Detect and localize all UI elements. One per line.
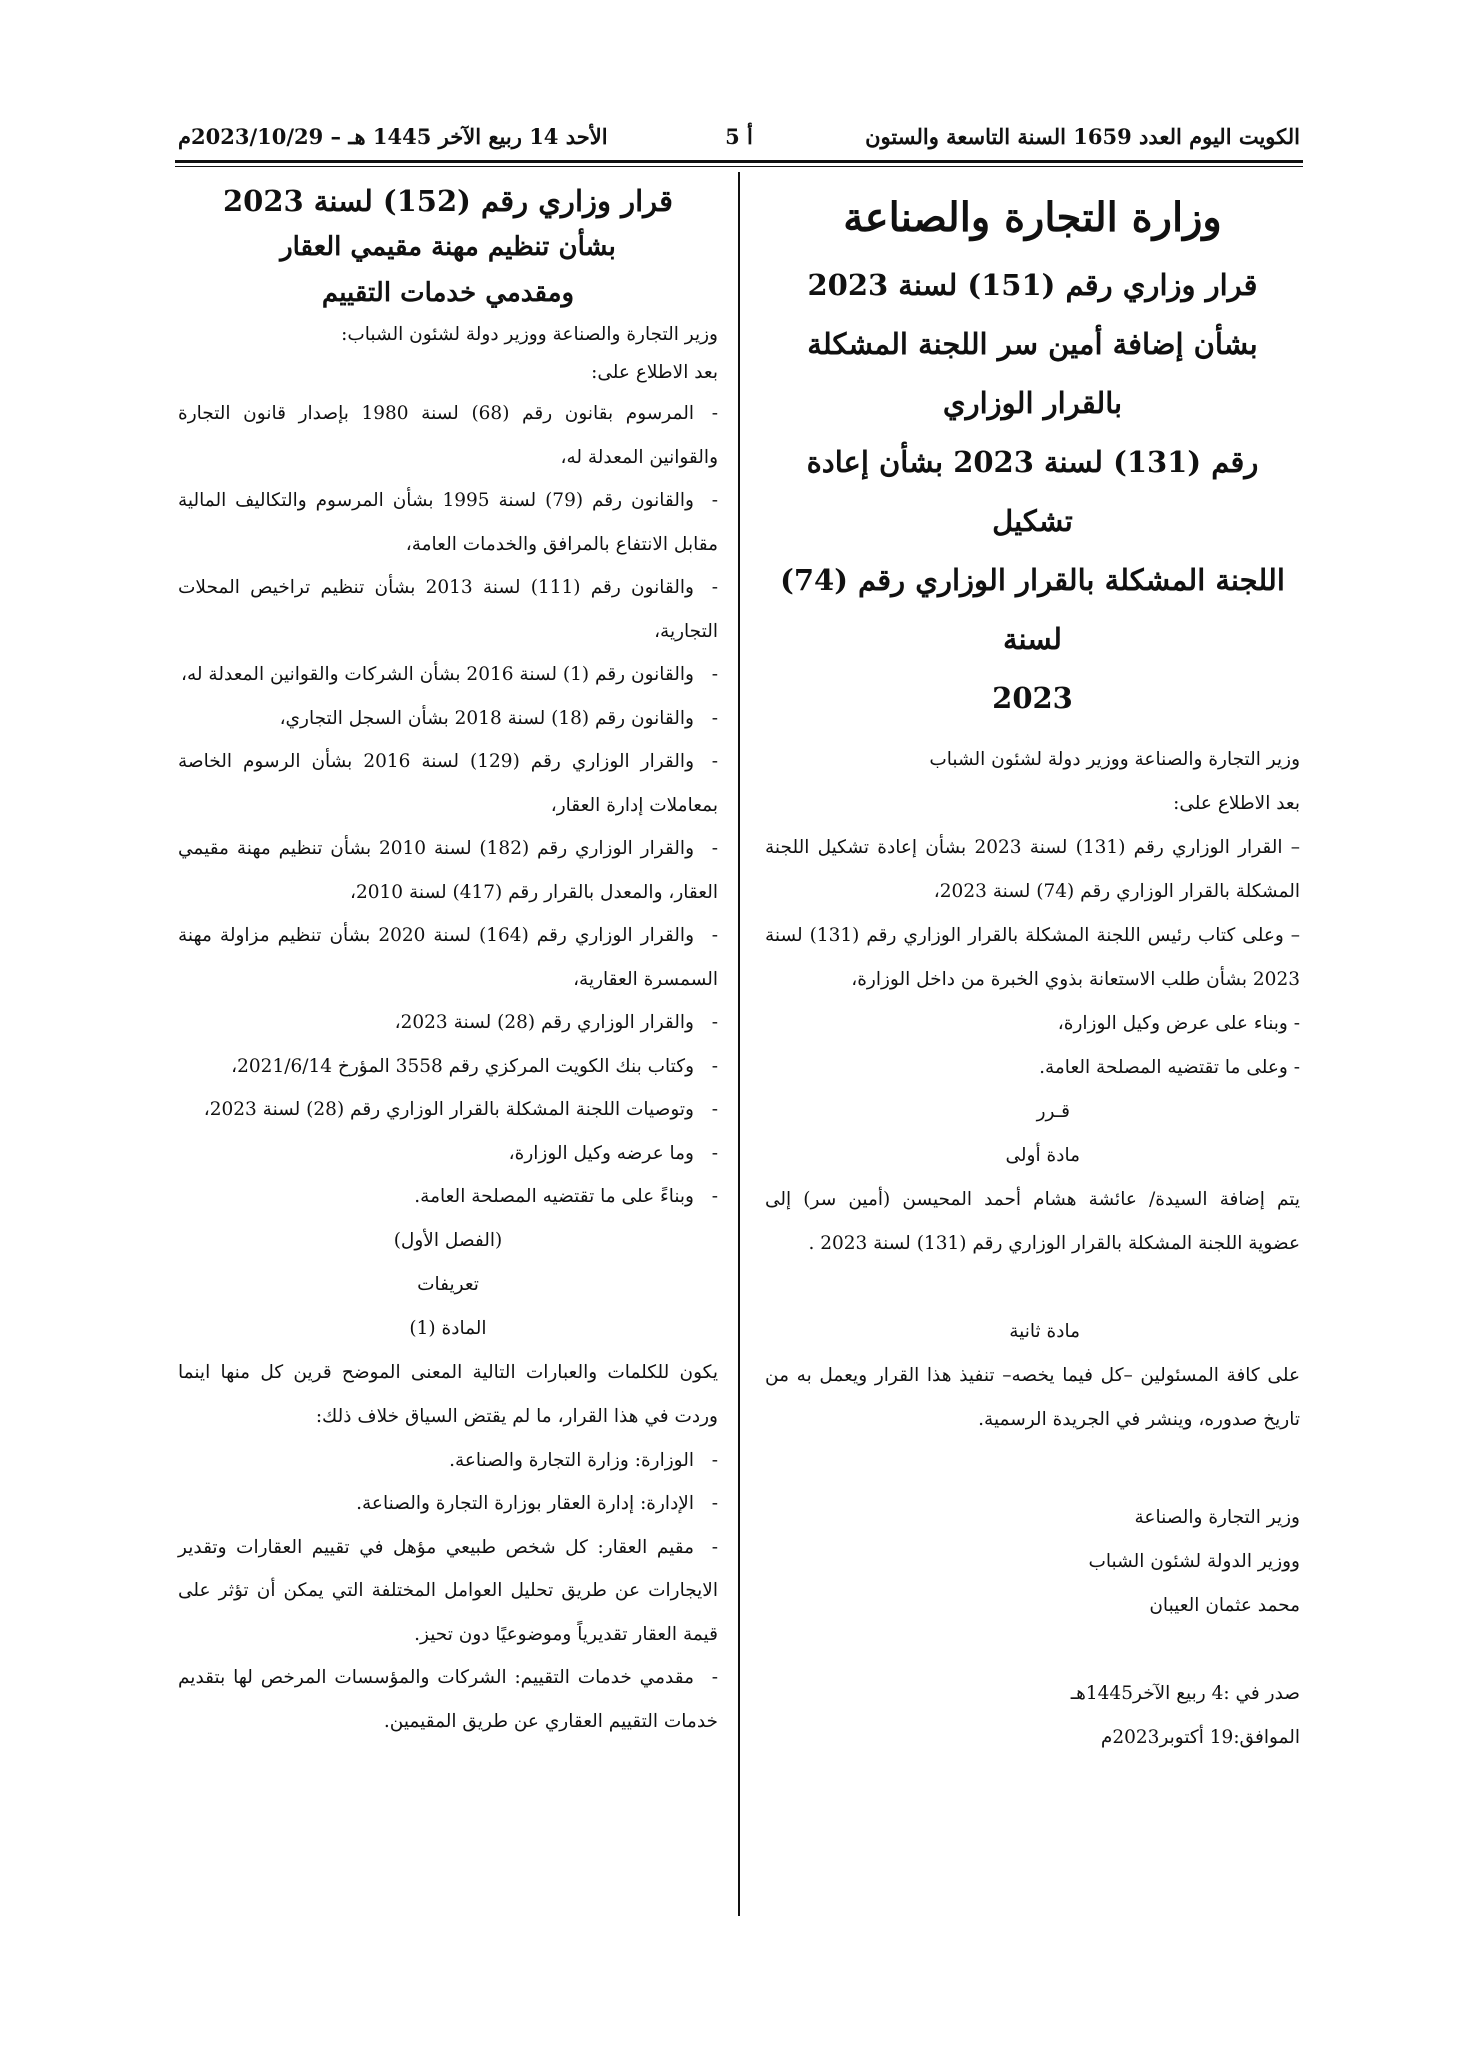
list-item: -مقدمي خدمات التقييم: الشركات والمؤسسات المرخص لها بتقديم خدمات التقييم العقاري عن طريق المقيمين.: [178, 1667, 718, 1732]
list-item: -وبناءً على ما تقتضيه المصلحة العامة.: [414, 1186, 718, 1207]
decree-152-subject-2: ومقدمي خدمات التقييم: [321, 278, 575, 308]
decree-151-subject-3: اللجنة المشكلة بالقرار الوزاري رقم (74) لسنة: [780, 563, 1285, 656]
signature-title-1: وزير التجارة والصناعة: [1134, 1507, 1300, 1528]
page-header: [178, 120, 1300, 156]
article-heading: المادة (1): [409, 1317, 487, 1339]
list-item: -والقانون رقم (79) لسنة 1995 بشأن المرسوم والتكاليف المالية مقابل الانتفاع بالمرافق والخدمات العامة،: [178, 490, 718, 555]
header-rule-thick: [175, 160, 1303, 163]
article-1-title: مادة أولى: [1005, 1145, 1080, 1166]
decree-151-item: - وعلى ما تقتضيه المصلحة العامة.: [1039, 1057, 1300, 1078]
decree-152-review-list: [178, 392, 718, 1219]
header-date: الأحد 14 ربيع الآخر 1445 هـ – 2023/10/29م: [178, 124, 608, 149]
decree-151-item: – وعلى كتاب رئيس اللجنة المشكلة بالقرار الوزاري رقم (131) لسنة 2023 بشأن طلب الاستعانة بذوي الخبرة من داخل الوزارة،: [765, 925, 1300, 990]
list-item: -والقانون رقم (18) لسنة 2018 بشأن السجل التجاري،: [279, 707, 718, 729]
decree-151-subject-1: بشأن إضافة أمين سر اللجنة المشكلة بالقرار الوزاري: [807, 327, 1258, 420]
list-item: -والقرار الوزاري رقم (164) لسنة 2020 بشأن تنظيم مزاولة مهنة السمسرة العقارية،: [178, 925, 719, 990]
header-page-number: أ 5: [725, 124, 753, 149]
signature-title-2: ووزير الدولة لشئون الشباب: [1088, 1551, 1300, 1572]
decided-heading: قـرر: [1036, 1101, 1070, 1122]
list-item: -وتوصيات اللجنة المشكلة بالقرار الوزاري رقم (28) لسنة 2023،: [203, 1099, 718, 1120]
decree-152-title: قرار وزاري رقم (152) لسنة 2023: [222, 184, 674, 218]
list-item: -الوزارة: وزارة التجارة والصناعة.: [449, 1449, 718, 1471]
decree-151-item: – القرار الوزاري رقم (131) لسنة 2023 بشأن إعادة تشكيل اللجنة المشكلة بالقرار الوزاري رقم (74) لسنة 2023،: [765, 837, 1300, 902]
signature-name: محمد عثمان العيبان: [1149, 1595, 1300, 1616]
list-item: -والقانون رقم (1) لسنة 2016 بشأن الشركات والقوانين المعدلة له،: [181, 664, 718, 685]
chapter-heading: (الفصل الأول): [393, 1229, 503, 1251]
decree-152-subject-1: بشأن تنظيم مهنة مقيمي العقار: [280, 232, 616, 262]
decree-151-item: - وبناء على عرض وكيل الوزارة،: [1057, 1013, 1300, 1034]
definitions-list: [178, 1439, 718, 1744]
list-item: -والقرار الوزاري رقم (28) لسنة 2023،: [394, 1012, 718, 1033]
header-rule-thin: [175, 166, 1303, 167]
article-1-text: يتم إضافة السيدة/ عائشة هشام أحمد المحيسن (أمين سر) إلى عضوية اللجنة المشكلة بالقرار الوزاري رقم (131) لسنة 2023 .: [765, 1189, 1300, 1254]
ministry-title: وزارة التجارة والصناعة: [843, 194, 1222, 241]
decree-152-issuer: وزير التجارة والصناعة ووزير دولة لشئون الشباب:: [341, 324, 718, 345]
article-2-text: على كافة المسئولين –كل فيما يخصه– تنفيذ هذا القرار ويعمل به من تاريخ صدوره، وينشر في الجريدة الرسمية.: [765, 1365, 1300, 1430]
list-item: -وكتاب بنك الكويت المركزي رقم 3558 المؤرخ 2021/6/14،: [231, 1055, 718, 1077]
article-2-title: مادة ثانية: [1009, 1321, 1080, 1342]
decree-151-after-review: بعد الاطلاع على:: [1173, 793, 1300, 814]
decree-151-column: [765, 178, 1300, 1760]
list-item: -الإدارة: إدارة العقار بوزارة التجارة والصناعة.: [356, 1493, 718, 1514]
decree-151-subject-4: 2023: [992, 681, 1073, 715]
list-item: -والقانون رقم (111) لسنة 2013 بشأن تنظيم تراخيص المحلات التجارية،: [178, 577, 718, 642]
issued-date: صدر في :4 ربيع الآخر1445هـ: [1070, 1683, 1300, 1704]
decree-151-title: قرار وزاري رقم (151) لسنة 2023: [807, 268, 1258, 302]
decree-151-issuer: وزير التجارة والصناعة ووزير دولة لشئون الشباب: [929, 749, 1300, 770]
list-item: -وما عرضه وكيل الوزارة،: [508, 1142, 718, 1164]
list-item: -والقرار الوزاري رقم (129) لسنة 2016 بشأن الرسوم الخاصة بمعاملات إدارة العقار،: [178, 751, 718, 816]
column-divider: [738, 172, 740, 1916]
list-item: -المرسوم بقانون رقم (68) لسنة 1980 بإصدار قانون التجارة والقوانين المعدلة له،: [178, 403, 718, 468]
header-issue: الكويت اليوم العدد 1659 السنة التاسعة والستون: [865, 124, 1300, 149]
decree-152-after-review: بعد الاطلاع على:: [591, 362, 718, 383]
decree-152-column: [178, 178, 718, 1743]
corresponding-date: الموافق:19 أكتوبر2023م: [1100, 1727, 1300, 1748]
list-item: -والقرار الوزاري رقم (182) لسنة 2010 بشأن تنظيم مهنة مقيمي العقار، والمعدل بالقرار رقم (417) لسنة 2010،: [178, 838, 719, 903]
definitions-intro: يكون للكلمات والعبارات التالية المعنى الموضح قرين كل منها اينما وردت في هذا القرار، ما لم يقتض السياق خلاف ذلك:: [178, 1361, 718, 1427]
list-item: -مقيم العقار: كل شخص طبيعي مؤهل في تقييم العقارات وتقدير الايجارات عن طريق تحليل العوامل المختلفة التي يمكن أن تؤثر على قيمة العقار تقديرياً وموضوعيًا دون تحيز.: [178, 1536, 718, 1645]
decree-151-subject-2: رقم (131) لسنة 2023 بشأن إعادة تشكيل: [806, 445, 1259, 538]
definitions-heading: تعريفات: [417, 1273, 479, 1295]
